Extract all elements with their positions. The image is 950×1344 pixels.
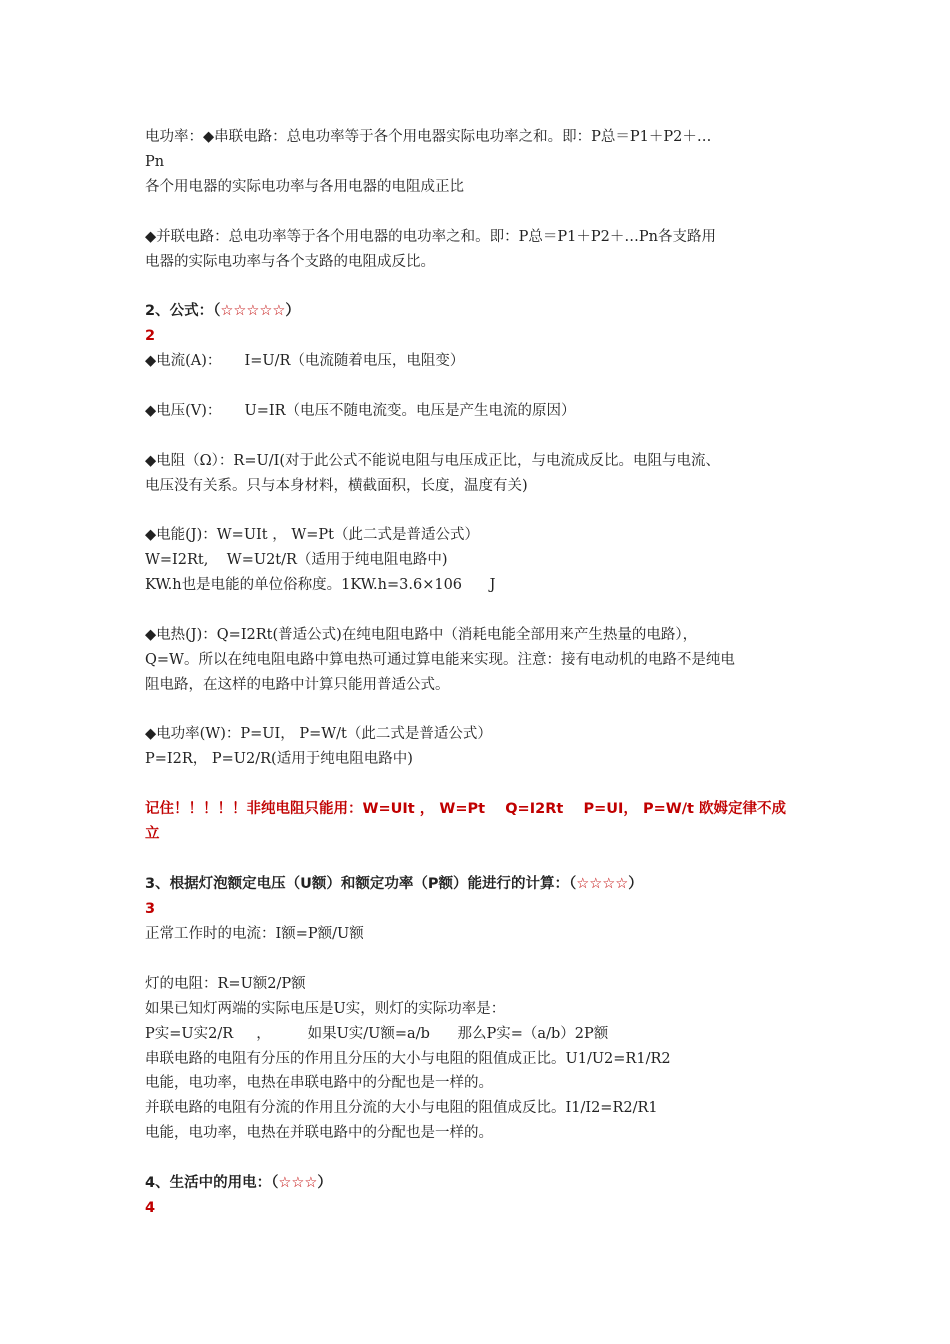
section-heading-household: [145, 1173, 815, 1193]
series-divider-note: 串联电路的电阻有分压的作用且分压的大小与电阻的阻值成正比。U1/U2=R1/R2: [145, 1051, 671, 1067]
section-heading-formulas: [145, 301, 815, 321]
parallel-power-line: ◆并联电路：总电功率等于各个用电器的电功率之和。即：P总＝P1＋P2＋…Pn各支路用: [145, 229, 716, 245]
series-power-line-cont: Pn: [145, 154, 165, 170]
formula-heat: ◆电热(J)：Q=I2Rt(普适公式)在纯电阻电路中（消耗电能全部用来产生热量的电路），: [145, 627, 698, 643]
series-power-ratio: 各个用电器的实际电功率与各用电器的电阻成正比: [145, 179, 464, 195]
bulb-resistance: 灯的电阻：R=U额2/P额: [145, 976, 306, 992]
section-number: 2: [145, 328, 156, 344]
heading-text-end: ）: [628, 876, 643, 892]
series-power-line: 电功率：◆串联电路：总电功率等于各个用电器实际电功率之和。即：P总＝P1＋P2＋…: [145, 129, 712, 145]
parallel-power-line-cont: 电器的实际电功率与各个支路的电阻成反比。: [145, 254, 435, 270]
formula-energy-pure: W=I2Rt, W=U2t/R（适用于纯电阻电路中): [145, 552, 448, 568]
formula-resistance: ◆电阻（Ω）：R=U/I(对于此公式不能说电阻与电压成正比，与电流成反比。电阻与电流、: [145, 453, 720, 469]
formula-voltage: ◆电压(V)： U=IR（电压不随电流变。电压是产生电流的原因）: [145, 403, 576, 419]
reminder-text-cont: 立: [145, 826, 160, 842]
heading-text-end: ）: [285, 303, 300, 319]
actual-power-formula: P实=U实2/R ， 如果U实/U额=a/b 那么P实=（a/b）2P额: [145, 1026, 609, 1042]
heading-text: 2、公式：（: [145, 303, 221, 319]
formula-resistance-cont: 电压没有关系。只与本身材料，横截面积，长度，温度有关): [145, 478, 528, 494]
formula-power-pure: P=I2R， P=U2/R(适用于纯电阻电路中): [145, 751, 413, 767]
heading-text-end: ）: [317, 1175, 332, 1191]
section-number: 4: [145, 1200, 156, 1216]
series-distribution-note: 电能，电功率，电热在串联电路中的分配也是一样的。: [145, 1075, 493, 1091]
parallel-divider-note: 并联电路的电阻有分流的作用且分流的大小与电阻的阻值成反比。I1/I2=R2/R1: [145, 1100, 658, 1116]
rating-stars: ☆☆☆: [278, 1175, 318, 1191]
formula-power: ◆电功率(W)：P=UI， P=W/t（此二式是普适公式）: [145, 726, 492, 742]
formula-energy: ◆电能(J)：W=UIt ， W=Pt（此二式是普适公式）: [145, 527, 479, 543]
formula-heat-cont: Q=W。所以在纯电阻电路中算电热可通过算电能来实现。注意：接有电动机的电路不是纯电: [145, 652, 735, 668]
formula-heat-note: 阻电路，在这样的电路中计算只能用普适公式。: [145, 677, 450, 693]
rating-stars: ☆☆☆☆: [576, 876, 629, 892]
heading-text: 3、根据灯泡额定电压（U额）和额定功率（P额）能进行的计算：（: [145, 876, 577, 892]
heading-text: 4、生活中的用电：（: [145, 1175, 279, 1191]
formula-current: ◆电流(A)： I=U/R（电流随着电压，电阻变）: [145, 353, 465, 369]
rating-stars: ☆☆☆☆☆: [220, 303, 286, 319]
reminder-text: 记住！！！！！非纯电阻只能用：W=UIt ， W=Pt Q=I2Rt P=UI， P=W/t 欧姆定律不成: [145, 801, 787, 817]
parallel-distribution-note: 电能，电功率，电热在并联电路中的分配也是一样的。: [145, 1125, 493, 1141]
section-number: 3: [145, 901, 156, 917]
actual-power-intro: 如果已知灯两端的实际电压是U实，则灯的实际功率是：: [145, 1001, 506, 1017]
rated-current: 正常工作时的电流：I额=P额/U额: [145, 926, 364, 942]
section-heading-bulb: [145, 874, 815, 894]
energy-unit-note: KW.h也是电能的单位俗称度。1KW.h=3.6×106 J: [145, 577, 496, 593]
